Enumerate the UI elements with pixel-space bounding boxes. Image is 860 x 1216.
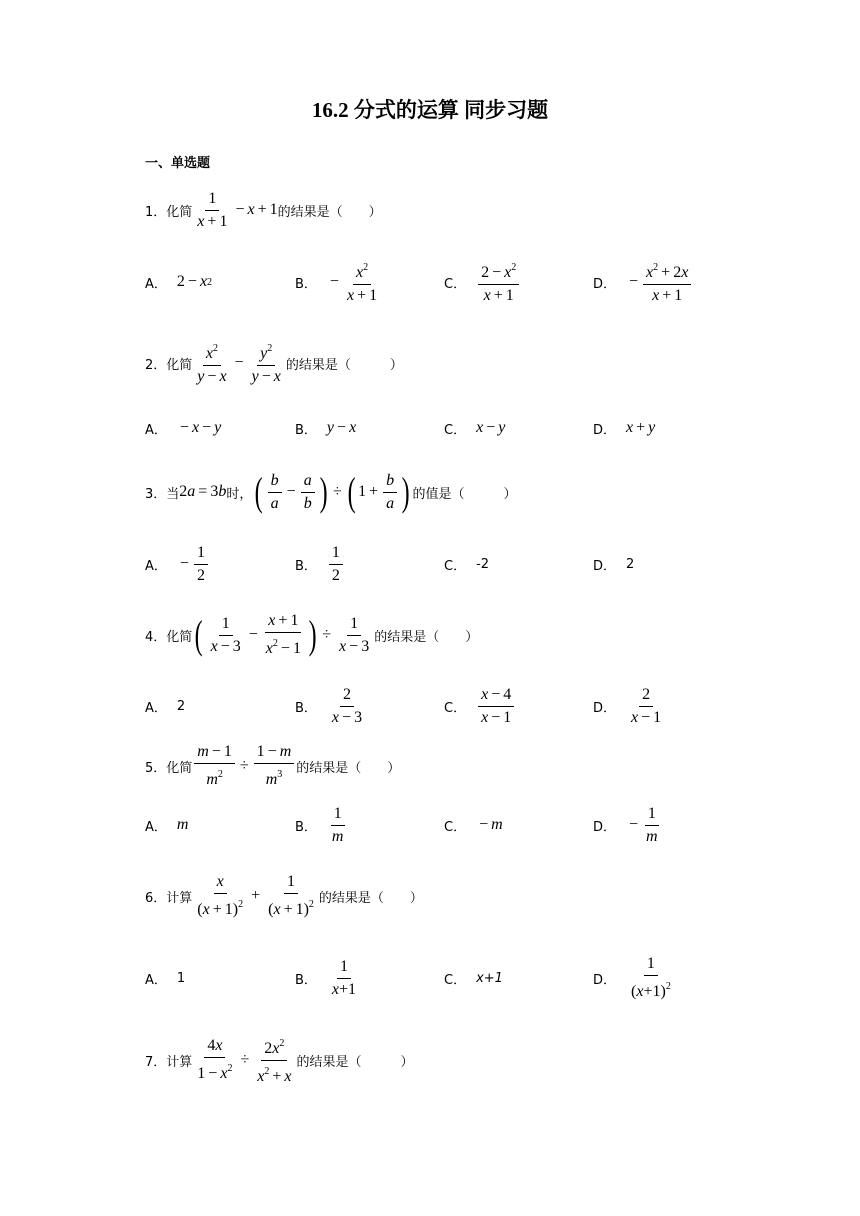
option-b[interactable]: B． $\frac{2}{x - 3}$ bbox=[295, 685, 363, 726]
question-7: 7． 计算 $\frac{4x}{1 - x^2}$ ÷ $\frac{2x^2}{x^2 + x}$ 的结果是（ ） bbox=[145, 1038, 413, 1082]
option-c[interactable]: C． $\frac{x - 4}{x - 1}$ bbox=[444, 684, 516, 728]
question-number: 1． bbox=[145, 204, 167, 220]
option-a[interactable]: A． m bbox=[145, 816, 189, 835]
option-c[interactable]: C． -2 bbox=[444, 556, 490, 574]
option-a[interactable]: A． − x − y bbox=[145, 419, 222, 438]
question-6: 6． 计算 $\frac{x}{(x + 1)^2}$ + $\frac{1}{(x + 1)^2}$ 的结果是（ ） bbox=[145, 873, 423, 918]
option-a[interactable]: A． − $\frac{1}{2}$ bbox=[145, 542, 210, 586]
option-a[interactable]: A． 2 − x 2 bbox=[145, 273, 213, 292]
question-prefix: 化简 bbox=[166, 760, 193, 776]
option-b[interactable]: B． − $\frac{x^2}{x + 1}$ bbox=[295, 260, 382, 304]
option-d[interactable]: D． x + y bbox=[593, 419, 656, 438]
question-prefix: 计算 bbox=[166, 890, 193, 906]
question-suffix: 的值是（ ） bbox=[412, 486, 517, 502]
option-a[interactable]: A． 1 bbox=[145, 970, 186, 988]
option-c[interactable]: C． x − y bbox=[444, 419, 506, 438]
option-d[interactable]: D． − $\frac{1}{m}$ bbox=[593, 804, 658, 845]
question-3: 3． 当 2 a = 3 b 时， ( $\frac{b}{a}$ − $\frac{a}{b}$ ) ÷ ( 1 + $\frac{b}{a}$ ) 的值是（ ） bbox=[145, 469, 517, 514]
question-suffix: 的结果是（ ） bbox=[277, 204, 382, 220]
question-suffix: 的结果是（ ） bbox=[296, 1054, 414, 1070]
option-d[interactable]: D． 2 bbox=[593, 556, 635, 574]
question-2: 2． 化简 $\frac{x^2}{y - x}$ − $\frac{y^2}{y - x}$ 的结果是（ ） bbox=[145, 341, 403, 385]
question-number: 4． bbox=[145, 629, 167, 645]
option-d[interactable]: D． − $\frac{x^2 + 2x}{x + 1}$ bbox=[593, 260, 693, 304]
question-prefix: 计算 bbox=[166, 1054, 193, 1070]
options-1 bbox=[145, 260, 745, 304]
option-b[interactable]: B． $\frac{1}{m}$ bbox=[295, 804, 344, 845]
option-d[interactable]: D． $\frac{1}{(x+1)^2}$ bbox=[593, 955, 671, 1000]
question-prefix: 当 bbox=[166, 486, 180, 502]
question-prefix: 化简 bbox=[166, 357, 193, 373]
question-4: 4． 化简 ( $\frac{1}{x - 3}$ − $\frac{x + 1}{x^2 - 1}$ ) ÷ $\frac{1}{x - 3}$ 的结果是（ ） bbox=[145, 612, 479, 657]
option-c[interactable]: C． $\frac{2 - x^2}{x + 1}$ bbox=[444, 260, 521, 304]
options-2 bbox=[145, 406, 745, 450]
question-suffix: 的结果是（ ） bbox=[318, 890, 423, 906]
option-b[interactable]: B． $\frac{1}{x+1}$ bbox=[295, 957, 357, 998]
options-4 bbox=[145, 684, 745, 728]
option-d[interactable]: D． $\frac{2}{x - 1}$ bbox=[593, 685, 662, 726]
question-1: 1． 化简 $\frac{1}{x + 1}$ − x + 1 的结果是（ ） bbox=[145, 189, 382, 230]
fraction: $\frac{1}{x + 1}$ bbox=[197, 189, 228, 230]
options-3 bbox=[145, 542, 745, 586]
option-b[interactable]: B． $\frac{1}{2}$ bbox=[295, 542, 345, 586]
section-heading: 一、单选题 bbox=[145, 156, 211, 171]
question-number: 3． bbox=[145, 486, 167, 502]
question-prefix: 化简 bbox=[166, 204, 193, 220]
option-b[interactable]: B． y − x bbox=[295, 419, 357, 438]
question-number: 6． bbox=[145, 890, 167, 906]
question-middle: 时， bbox=[226, 486, 253, 502]
question-suffix: 的结果是（ ） bbox=[374, 629, 479, 645]
question-number: 5． bbox=[145, 760, 167, 776]
question-number: 2． bbox=[145, 357, 167, 373]
option-c[interactable]: C． x+1 bbox=[444, 970, 503, 988]
page-title: 16.2 分式的运算 同步习题 bbox=[311, 98, 549, 122]
question-number: 7． bbox=[145, 1054, 167, 1070]
option-a[interactable]: A． 2 bbox=[145, 698, 186, 716]
question-5: 5． 化简 $\frac{m - 1}{m^2}$ ÷ $\frac{1 - m}{m^3}$ 的结果是（ ） bbox=[145, 743, 401, 788]
question-prefix: 化简 bbox=[166, 629, 193, 645]
options-6 bbox=[145, 956, 745, 1000]
options-5 bbox=[145, 803, 745, 847]
option-c[interactable]: C． − m bbox=[444, 816, 503, 835]
question-suffix: 的结果是（ ） bbox=[285, 357, 403, 373]
question-suffix: 的结果是（ ） bbox=[296, 760, 401, 776]
